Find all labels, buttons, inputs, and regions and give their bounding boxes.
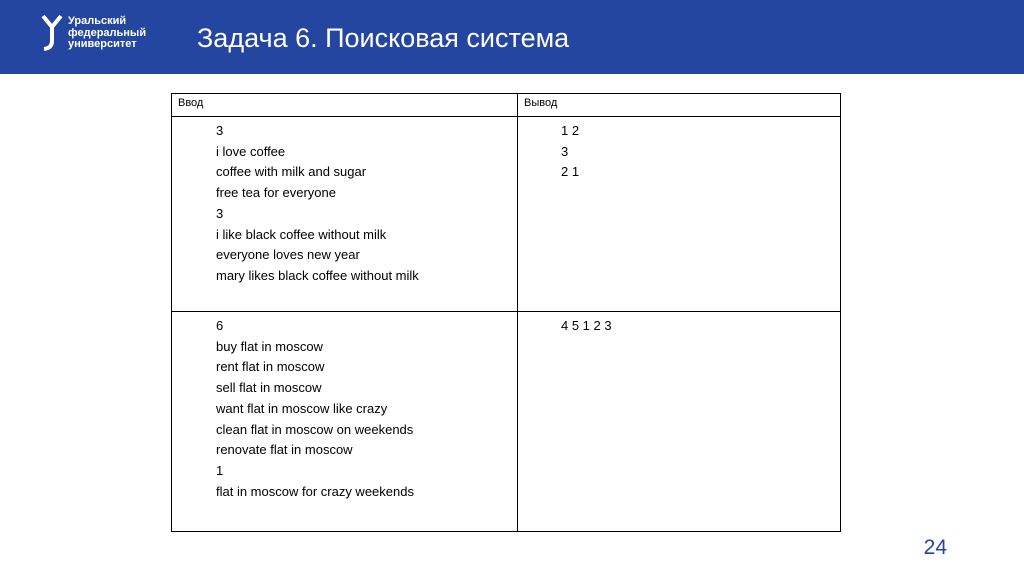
input-line: sell flat in moscow <box>216 380 322 396</box>
output-line: 4 5 1 2 3 <box>561 318 612 333</box>
input-lines <box>172 312 517 502</box>
input-line: 1 <box>216 462 224 478</box>
logo-line: университет <box>68 38 137 50</box>
output-lines <box>518 312 840 337</box>
input-line: 6 <box>216 318 224 333</box>
output-lines <box>518 117 840 183</box>
slide-header <box>0 0 1024 74</box>
table-header-row <box>172 94 841 117</box>
input-line: mary likes black coffee without milk <box>216 267 419 283</box>
output-line: 3 <box>561 143 569 159</box>
input-line: coffee with milk and sugar <box>216 164 367 180</box>
output-line: 2 1 <box>561 164 580 180</box>
input-line: 3 <box>216 205 224 221</box>
output-column-header: Вывод <box>518 94 841 117</box>
input-line: buy flat in moscow <box>216 338 323 354</box>
output-cell <box>518 312 841 532</box>
logo-text <box>68 16 146 51</box>
input-line: free tea for everyone <box>216 185 336 201</box>
input-cell <box>172 312 518 532</box>
input-line: i love coffee <box>216 143 286 159</box>
input-cell <box>172 117 518 312</box>
input-line: i like black coffee without milk <box>216 226 387 242</box>
table-row <box>172 312 841 532</box>
input-line: want flat in moscow like crazy <box>216 400 388 416</box>
university-logo <box>40 14 146 52</box>
input-line: renovate flat in moscow <box>216 442 353 458</box>
input-line: rent flat in moscow <box>216 359 325 375</box>
input-line: clean flat in moscow on weekends <box>216 421 414 437</box>
input-line: flat in moscow for crazy weekends <box>216 483 414 499</box>
input-line: 3 <box>216 123 224 138</box>
table-row <box>172 117 841 312</box>
input-column-header: Ввод <box>172 94 518 117</box>
logo-line: Уральский <box>68 15 127 27</box>
io-table <box>171 93 841 532</box>
slide-title: Задача 6. Поисковая система <box>197 23 570 53</box>
page-number: 24 <box>923 536 947 559</box>
input-lines <box>172 117 517 287</box>
output-line: 1 2 <box>561 123 580 138</box>
logo-mark-icon <box>40 14 64 52</box>
output-cell <box>518 117 841 312</box>
logo-line: федеральный <box>68 26 147 39</box>
input-line: everyone loves new year <box>216 247 360 263</box>
